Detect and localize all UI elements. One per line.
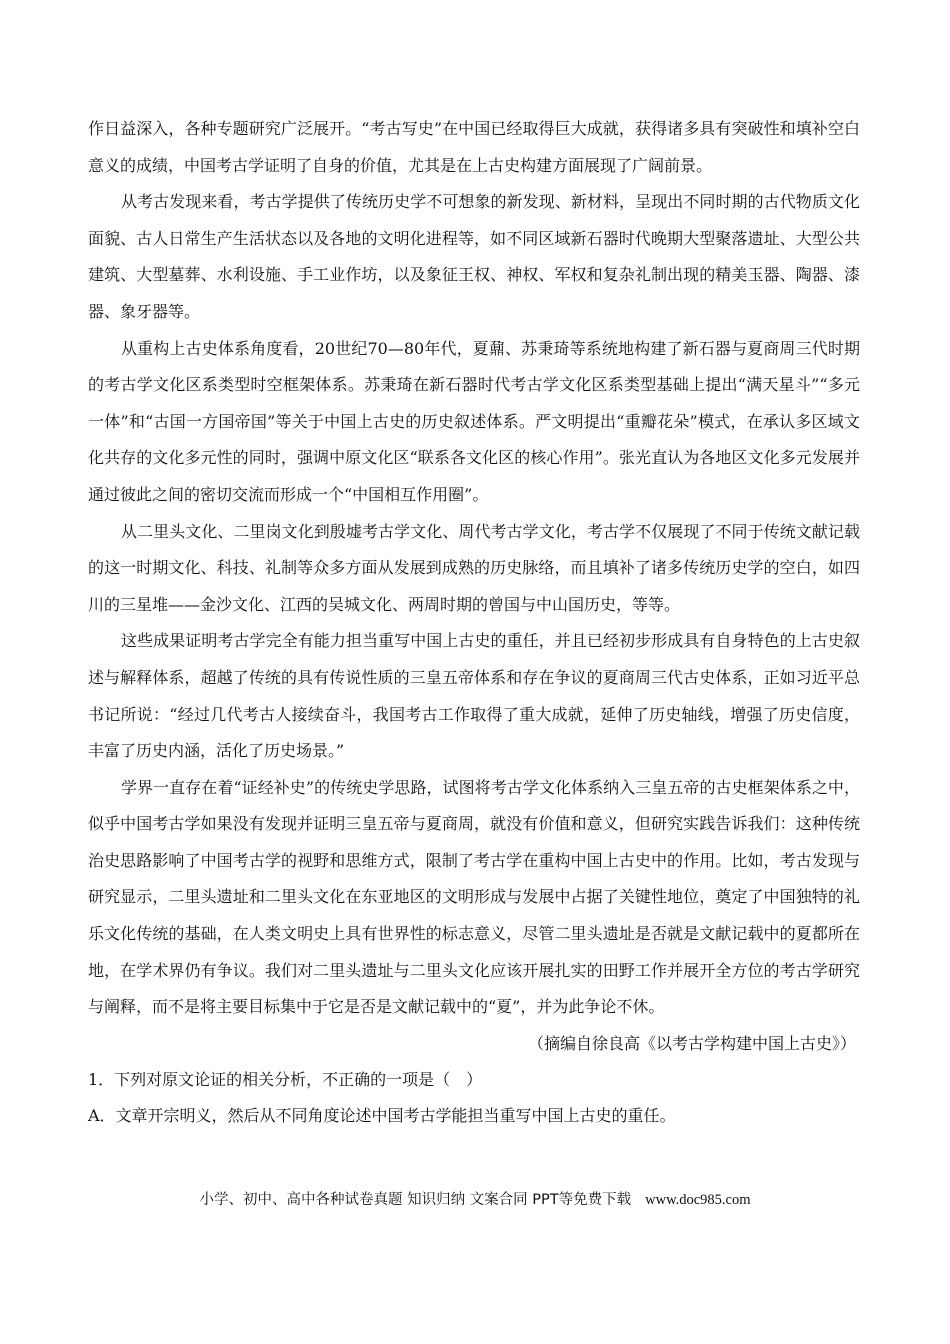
- paragraph-5: 这些成果证明考古学完全有能力担当重写中国上古史的重任，并且已经初步形成具有自身特色的上古史叙述与解释体系，超越了传统的具有传说性质的三皇五帝体系和存在争议的夏商周三代古史体系，正如习近平总书记所说：“经过几代考古人接续奋斗，我国考古工作取得了重大成就，延伸了历史轴线，增强了历史信度，丰富了历史内涵，活化了历史场景。”: [88, 631, 860, 761]
- question-stem: 1．下列对原文论证的相关分析，不正确的一项是（ ）: [88, 1069, 483, 1089]
- paragraph-4: 从二里头文化、二里岗文化到殷墟考古学文化、周代考古学文化，考古学不仅展现了不同于传统文献记载的这一时期文化、科技、礼制等众多方面从发展到成熟的历史脉络，而且填补了诸多传统历史学的空白，如四川的三星堆——金沙文化、江西的吴城文化、两周时期的曾国与中山国历史，等等。: [88, 521, 860, 614]
- footer-text: 小学、初中、高中各种试卷真题 知识归纳 文案合同 PPT等免费下载: [199, 1192, 632, 1208]
- footer-url[interactable]: www.doc985.com: [645, 1192, 751, 1208]
- paragraph-2: 从考古发现来看，考古学提供了传统历史学不可想象的新发现、新材料，呈现出不同时期的古代物质文化面貌、古人日常生产生活状态以及各地的文明化进程等，如不同区域新石器时代晚期大型聚落遗址、大型公共建筑、大型墓葬、水利设施、手工业作坊，以及象征王权、神权、军权和复杂礼制出现的精美玉器、陶器、漆器、象牙器等。: [88, 192, 860, 321]
- paragraph-3: 从重构上古史体系角度看，20世纪70—80年代，夏鼐、苏秉琦等系统地构建了新石器与夏商周三代时期的考古学文化区系类型时空框架体系。苏秉琦在新石器时代考古学文化区系类型基础上提出“满天星斗”“多元一体”和“古国一方国帝国”等关于中国上古史的历史叙述体系。严文明提出“重瓣花朵”模式，在承认多区域文化共存的文化多元性的同时，强调中原文化区“联系各文化区的核心作用”。张光直认为各地区文化多元发展并通过彼此之间的密切交流而形成一个“中国相互作用圈”。: [88, 338, 860, 504]
- document-body: [88, 111, 860, 1134]
- paragraph-1: 作日益深入，各种专题研究广泛展开。“考古写史”在中国已经取得巨大成就，获得诸多具有突破性和填补空白意义的成绩，中国考古学证明了自身的价值，尤其是在上古史构建方面展现了广阔前景。: [88, 119, 860, 175]
- paragraph-6: 学界一直存在着“证经补史”的传统史学思路，试图将考古学文化体系纳入三皇五帝的古史框架体系之中，似乎中国考古学如果没有发现并证明三皇五帝与夏商周，就没有价值和意义，但研究实践告诉我们：这种传统治史思路影响了中国考古学的视野和思维方式，限制了考古学在重构中国上古史中的作用。比如，考古发现与研究显示，二里头遗址和二里头文化在东亚地区的文明形成与发展中占据了关键性地位，奠定了中国独特的礼乐文化传统的基础，在人类文明史上具有世界性的标志意义，尽管二里头遗址是否就是文献记载中的夏都所在地，在学术界仍有争议。我们对二里头遗址与二里头文化应该开展扎实的田野工作并展开全方位的考古学研究与阐释，而不是将主要目标集中于它是否是文献记载中的“夏”，并为此争论不休。: [88, 777, 860, 1017]
- article-source: （摘编自徐良高《以考古学构建中国上古史》）: [527, 1033, 856, 1053]
- page-footer: [0, 1188, 950, 1212]
- article: [88, 111, 860, 1062]
- question-block: [88, 1062, 860, 1134]
- question-option-a: A．文章开宗明义，然后从不同角度论述中国考古学能担当重写中国上古史的重任。: [88, 1105, 676, 1125]
